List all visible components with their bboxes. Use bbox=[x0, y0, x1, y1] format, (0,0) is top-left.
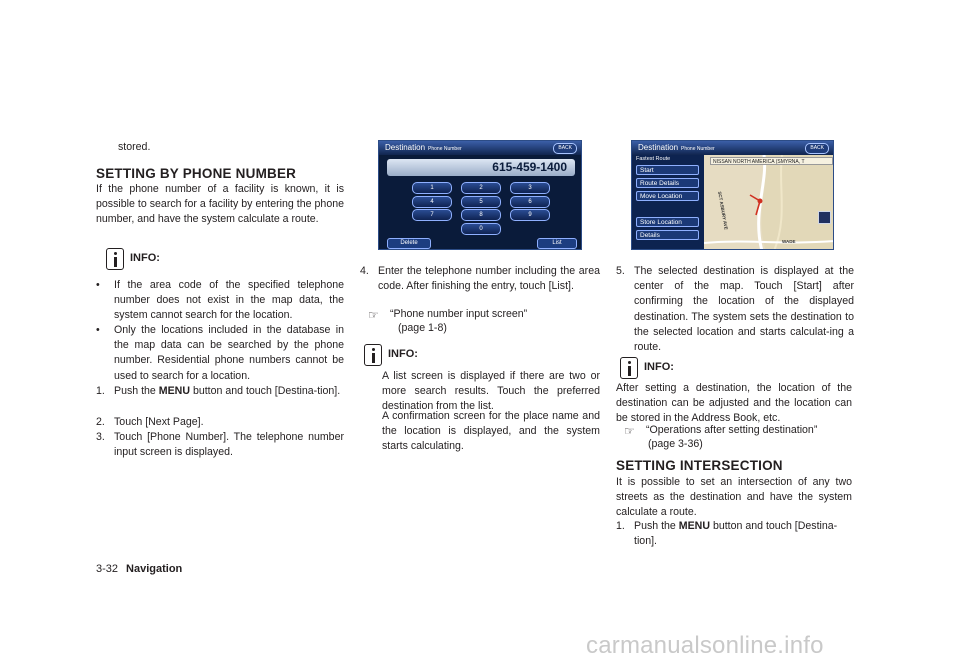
key-9[interactable]: 9 bbox=[510, 209, 550, 221]
cross-reference bbox=[360, 307, 610, 322]
info-heading bbox=[364, 344, 418, 366]
step-text: button and touch [Destina-tion]. bbox=[634, 520, 838, 548]
place-label bbox=[710, 157, 833, 165]
back-button[interactable]: BACK bbox=[553, 143, 577, 154]
step-text: Touch [Phone Number]. The telephone number input screen is displayed. bbox=[114, 431, 344, 459]
key-3[interactable]: 3 bbox=[510, 182, 550, 194]
info-paragraph: After setting a destination, the location of the destination can be adjusted and the location can be stored in the Address Book, etc. bbox=[616, 382, 852, 425]
route-menu-panel bbox=[632, 155, 704, 250]
screen-subtitle: Phone Number bbox=[681, 146, 715, 152]
info-paragraph: A confirmation screen for the place name and the location is displayed, and the system starts calculating. bbox=[382, 410, 600, 453]
step-number: 2. bbox=[96, 416, 105, 428]
info-label: INFO: bbox=[644, 361, 674, 374]
step-text: Push the bbox=[634, 520, 676, 532]
step-number: 5. bbox=[616, 265, 625, 277]
screen-header bbox=[379, 141, 581, 155]
move-location-button[interactable]: Move Location bbox=[636, 191, 699, 201]
intro-paragraph: It is possible to set an intersection of any two streets as the destination and have the system calculate a route. bbox=[616, 476, 852, 519]
step-item bbox=[96, 430, 344, 460]
section-heading-phone: SETTING BY PHONE NUMBER bbox=[96, 166, 297, 181]
destination-map-screen bbox=[631, 140, 834, 250]
map-view[interactable] bbox=[704, 155, 834, 250]
step-item bbox=[616, 264, 854, 355]
bullet-item bbox=[96, 323, 344, 384]
reference-page: (page 1-8) bbox=[398, 322, 447, 334]
continuation-text: stored. bbox=[118, 141, 151, 153]
step-text: Push the bbox=[114, 385, 156, 397]
store-location-button[interactable]: Store Location bbox=[636, 217, 699, 227]
screen-title: Destination bbox=[638, 143, 679, 152]
phone-input-screen bbox=[378, 140, 582, 250]
reference-title: “Operations after setting destination” bbox=[646, 424, 818, 436]
start-button[interactable]: Start bbox=[636, 165, 699, 175]
details-button[interactable]: Details bbox=[636, 230, 699, 240]
key-0[interactable]: 0 bbox=[461, 223, 501, 235]
bullet-text: Only the locations included in the database in the map data can be searched by the phone number. Residential phone numbers cannot be used to search for a location. bbox=[114, 324, 344, 382]
cross-reference bbox=[616, 423, 876, 438]
step-number: 1. bbox=[616, 520, 625, 532]
screen-subtitle: Phone Number bbox=[428, 146, 462, 152]
compass-icon bbox=[818, 211, 831, 224]
info-icon bbox=[620, 357, 638, 379]
list-button[interactable]: List bbox=[537, 238, 577, 249]
key-2[interactable]: 2 bbox=[461, 182, 501, 194]
info-heading bbox=[106, 248, 160, 270]
info-icon bbox=[106, 248, 124, 270]
bullet-text: If the area code of the specified telephone number does not exist in the map data, the system cannot search for the location. bbox=[114, 279, 344, 322]
bullet-dot: • bbox=[96, 324, 100, 336]
info-label: INFO: bbox=[130, 252, 160, 265]
section-name: Navigation bbox=[126, 563, 183, 575]
key-6[interactable]: 6 bbox=[510, 196, 550, 208]
step-text: The selected destination is displayed at the center of the map. Touch [Start] after confirming the location of the displayed destination. The system sets the destination to the selected location and starts calculat-ing a route. bbox=[634, 265, 854, 354]
reference-hand-icon: ☞ bbox=[624, 424, 635, 438]
page-number: 3-32 bbox=[96, 563, 119, 575]
bullet-item bbox=[96, 278, 344, 324]
step-number: 4. bbox=[360, 265, 369, 277]
step-text: Touch [Next Page]. bbox=[114, 416, 204, 428]
info-paragraph: A list screen is displayed if there are two or more search results. Touch the preferred destination from the list. bbox=[382, 370, 600, 413]
step-item bbox=[616, 519, 854, 549]
road-label: SCT ASBURY AVE bbox=[717, 191, 729, 231]
reference-hand-icon: ☞ bbox=[368, 308, 379, 322]
reference-page: (page 3-36) bbox=[648, 438, 703, 450]
place-name: NISSAN NORTH AMERICA (SMYRNA, T bbox=[713, 159, 805, 165]
watermark: carmanualsonline.info bbox=[586, 632, 824, 659]
step-text: button and touch [Destina-tion]. bbox=[192, 385, 341, 397]
phone-number-value: 615-459-1400 bbox=[492, 160, 567, 174]
section-heading-intersection: SETTING INTERSECTION bbox=[616, 458, 783, 473]
route-label: Fastest Route bbox=[636, 156, 671, 162]
screen-header bbox=[632, 141, 833, 155]
route-details-button[interactable]: Route Details bbox=[636, 178, 699, 188]
key-4[interactable]: 4 bbox=[412, 196, 452, 208]
info-heading bbox=[620, 357, 674, 379]
step-text: Enter the telephone number including the area code. After finishing the entry, touch [List]. bbox=[378, 265, 600, 293]
page-footer bbox=[96, 563, 182, 575]
back-button[interactable]: BACK bbox=[805, 143, 829, 154]
key-8[interactable]: 8 bbox=[461, 209, 501, 221]
info-label: INFO: bbox=[388, 348, 418, 361]
bullet-dot: • bbox=[96, 279, 100, 291]
intro-paragraph: If the phone number of a facility is known, it is possible to search for a facility by entering the phone number, and have the system calculate a route. bbox=[96, 183, 344, 226]
step-number: 1. bbox=[96, 385, 105, 397]
step-number: 3. bbox=[96, 431, 105, 443]
key-5[interactable]: 5 bbox=[461, 196, 501, 208]
step-item bbox=[96, 384, 344, 399]
key-1[interactable]: 1 bbox=[412, 182, 452, 194]
number-display bbox=[387, 159, 575, 176]
reference-title: “Phone number input screen” bbox=[390, 308, 528, 320]
step-item bbox=[360, 264, 600, 294]
step-item bbox=[96, 415, 344, 430]
menu-button-name: MENU bbox=[678, 520, 710, 532]
delete-button[interactable]: Delete bbox=[387, 238, 431, 249]
menu-button-name: MENU bbox=[158, 385, 190, 397]
road-label: WADE bbox=[782, 239, 796, 244]
key-7[interactable]: 7 bbox=[412, 209, 452, 221]
screen-title: Destination bbox=[385, 143, 426, 152]
info-icon bbox=[364, 344, 382, 366]
